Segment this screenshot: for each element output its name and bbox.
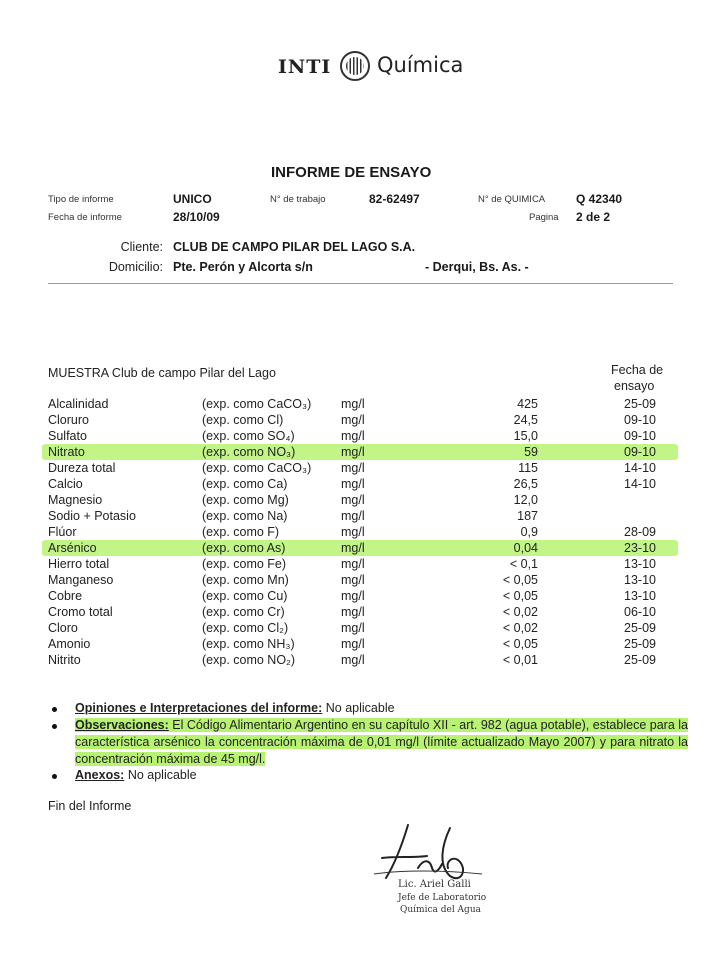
table-row	[0, 653, 715, 669]
bullet-dot	[52, 707, 57, 712]
table-row	[0, 461, 715, 477]
table-row	[0, 541, 715, 557]
analyte-value: 26,5	[513, 477, 538, 491]
header-divider	[48, 283, 673, 284]
pagina-value: 2 de 2	[576, 210, 611, 224]
analyte-expression: (exp. como Ca)	[202, 477, 288, 491]
analyte-date: 25-09	[624, 397, 656, 411]
analyte-expression: (exp. como NO₃)	[202, 445, 296, 459]
bullet-dot	[52, 774, 57, 779]
opiniones-line	[75, 701, 395, 715]
analyte-name: Sulfato	[48, 429, 87, 443]
analyte-expression: (exp. como Na)	[202, 509, 288, 523]
observaciones-paragraph	[75, 717, 688, 768]
analyte-name: Arsénico	[48, 541, 97, 555]
analyte-name: Flúor	[48, 525, 77, 539]
analyte-name: Dureza total	[48, 461, 116, 475]
analyte-unit: mg/l	[341, 493, 365, 507]
analyte-unit: mg/l	[341, 445, 365, 459]
tipo-label: Tipo de informe	[48, 194, 114, 205]
analyte-expression: (exp. como Mg)	[202, 493, 289, 507]
domicilio-label: Domicilio:	[108, 260, 163, 274]
analyte-expression: (exp. como Fe)	[202, 557, 287, 571]
muestra-label: MUESTRA	[48, 366, 109, 380]
analyte-name: Manganeso	[48, 573, 114, 587]
analyte-unit: mg/l	[341, 461, 365, 475]
analyte-value: 187	[517, 509, 538, 523]
analyte-date: 25-09	[624, 653, 656, 667]
inti-seal-icon	[340, 51, 370, 81]
bullet-dot	[52, 724, 57, 729]
fin-informe: Fin del Informe	[48, 799, 132, 813]
analyte-name: Cromo total	[48, 605, 113, 619]
fecha-ensayo-header-2: ensayo	[614, 379, 655, 393]
signature-dept: Química del Agua	[400, 905, 481, 915]
analyte-expression: (exp. como Cl₂)	[202, 621, 289, 635]
table-row	[0, 429, 715, 445]
analyte-name: Nitrito	[48, 653, 81, 667]
logo-inti-text: INTI	[278, 56, 332, 78]
analyte-expression: (exp. como F)	[202, 525, 280, 539]
analyte-expression: (exp. como CaCO₃)	[202, 461, 312, 475]
analyte-date: 28-09	[624, 525, 656, 539]
analyte-value: < 0,1	[509, 557, 538, 571]
analyte-value: 12,0	[513, 493, 538, 507]
analyte-name: Nitrato	[48, 445, 85, 459]
muestra-value: Club de campo Pilar del Lago	[111, 366, 276, 380]
analyte-date: 06-10	[624, 605, 656, 619]
table-row	[0, 413, 715, 429]
table-row	[0, 605, 715, 621]
analyte-unit: mg/l	[341, 653, 365, 667]
analyte-date: 13-10	[624, 557, 656, 571]
table-row	[0, 589, 715, 605]
cliente-value: CLUB DE CAMPO PILAR DEL LAGO S.A.	[173, 240, 416, 254]
analyte-expression: (exp. como NO₂)	[202, 653, 296, 667]
cliente-label: Cliente:	[120, 240, 163, 254]
observaciones-value: El Código Alimentario Argentino en su capítulo XII - art. 982 (agua potable), establece para la característica arsénico la concentración máxima de 0,01 mg/l (límite actualizado Mayo 2007) y para nitrato la concentración máxima de 45 mg/l.	[75, 718, 688, 766]
analyte-date: 13-10	[624, 573, 656, 587]
analyte-name: Alcalinidad	[48, 397, 109, 411]
fecha-label: Fecha de informe	[48, 212, 122, 223]
analyte-name: Sodio + Potasio	[48, 509, 136, 523]
analyte-unit: mg/l	[341, 589, 365, 603]
table-row	[0, 557, 715, 573]
analyte-expression: (exp. como SO₄)	[202, 429, 295, 443]
analyte-value: 15,0	[513, 429, 538, 443]
analyte-expression: (exp. como Cr)	[202, 605, 285, 619]
analyte-value: < 0,02	[502, 605, 538, 619]
analyte-unit: mg/l	[341, 557, 365, 571]
table-row	[0, 509, 715, 525]
analyte-value: < 0,05	[502, 589, 538, 603]
quimica-value: Q 42340	[576, 192, 623, 206]
analyte-unit: mg/l	[341, 397, 365, 411]
table-row	[0, 397, 715, 413]
signature-name: Lic. Ariel Galli	[398, 879, 471, 890]
analyte-value: 24,5	[513, 413, 538, 427]
analyte-unit: mg/l	[341, 429, 365, 443]
localidad-value: - Derqui, Bs. As. -	[425, 260, 529, 274]
analyte-value: 425	[517, 397, 538, 411]
analyte-unit: mg/l	[341, 637, 365, 651]
analyte-value: < 0,05	[502, 573, 538, 587]
analyte-unit: mg/l	[341, 525, 365, 539]
analyte-date: 13-10	[624, 589, 656, 603]
anexos-label: Anexos:	[75, 768, 125, 782]
anexos-line	[75, 768, 197, 782]
muestra-line	[48, 366, 276, 380]
analyte-date: 09-10	[624, 445, 656, 459]
observaciones-label: Observaciones:	[75, 718, 169, 732]
analyte-expression: (exp. como CaCO₃)	[202, 397, 312, 411]
table-row	[0, 637, 715, 653]
fecha-value: 28/10/09	[173, 210, 220, 224]
anexos-value: No aplicable	[127, 768, 197, 782]
analyte-name: Cloruro	[48, 413, 89, 427]
analyte-name: Calcio	[48, 477, 83, 491]
analyte-expression: (exp. como Cu)	[202, 589, 288, 603]
table-row	[0, 525, 715, 541]
analyte-expression: (exp. como Cl)	[202, 413, 284, 427]
pagina-label: Pagina	[529, 212, 559, 223]
table-row	[0, 621, 715, 637]
analyte-value: 0,9	[520, 525, 538, 539]
analyte-date: 25-09	[624, 621, 656, 635]
quimica-label: N° de QUIMICA	[478, 194, 546, 205]
analyte-value: 59	[524, 445, 538, 459]
analyte-unit: mg/l	[341, 605, 365, 619]
table-row	[0, 493, 715, 509]
analyte-unit: mg/l	[341, 509, 365, 523]
analyte-unit: mg/l	[341, 413, 365, 427]
analyte-date: 14-10	[624, 477, 656, 491]
analyte-unit: mg/l	[341, 477, 365, 491]
analyte-date: 14-10	[624, 461, 656, 475]
trabajo-label: N° de trabajo	[270, 194, 326, 205]
logo-quimica-text: Química	[377, 53, 464, 77]
trabajo-value: 82-62497	[369, 192, 420, 206]
analyte-date: 23-10	[624, 541, 656, 555]
analyte-name: Cloro	[48, 621, 78, 635]
analyte-expression: (exp. como Mn)	[202, 573, 289, 587]
analyte-date: 25-09	[624, 637, 656, 651]
analyte-expression: (exp. como NH₃)	[202, 637, 295, 651]
analyte-name: Hierro total	[48, 557, 110, 571]
analyte-name: Cobre	[48, 589, 83, 603]
analyte-date: 09-10	[624, 429, 656, 443]
tipo-value: UNICO	[173, 192, 212, 206]
analyte-value: 115	[518, 461, 538, 475]
analyte-name: Magnesio	[48, 493, 103, 507]
analyte-date: 09-10	[624, 413, 656, 427]
opiniones-label: Opiniones e Interpretaciones del informe:	[75, 701, 323, 715]
analyte-value: 0,04	[513, 541, 538, 555]
analyte-unit: mg/l	[341, 541, 365, 555]
analyte-value: < 0,01	[502, 653, 538, 667]
analyte-value: < 0,02	[502, 621, 538, 635]
domicilio-value: Pte. Perón y Alcorta s/n	[173, 260, 313, 274]
table-row	[0, 445, 715, 461]
opiniones-value: No aplicable	[325, 701, 395, 715]
fecha-ensayo-header-1: Fecha de	[611, 363, 664, 377]
analyte-expression: (exp. como As)	[202, 541, 286, 555]
table-row	[0, 573, 715, 589]
signature-role: Jefe de Laboratorio	[398, 893, 487, 903]
analyte-unit: mg/l	[341, 573, 365, 587]
analyte-name: Amonio	[48, 637, 91, 651]
document-title: INFORME DE ENSAYO	[271, 164, 432, 181]
table-row	[0, 477, 715, 493]
analyte-value: < 0,05	[502, 637, 538, 651]
analyte-unit: mg/l	[341, 621, 365, 635]
